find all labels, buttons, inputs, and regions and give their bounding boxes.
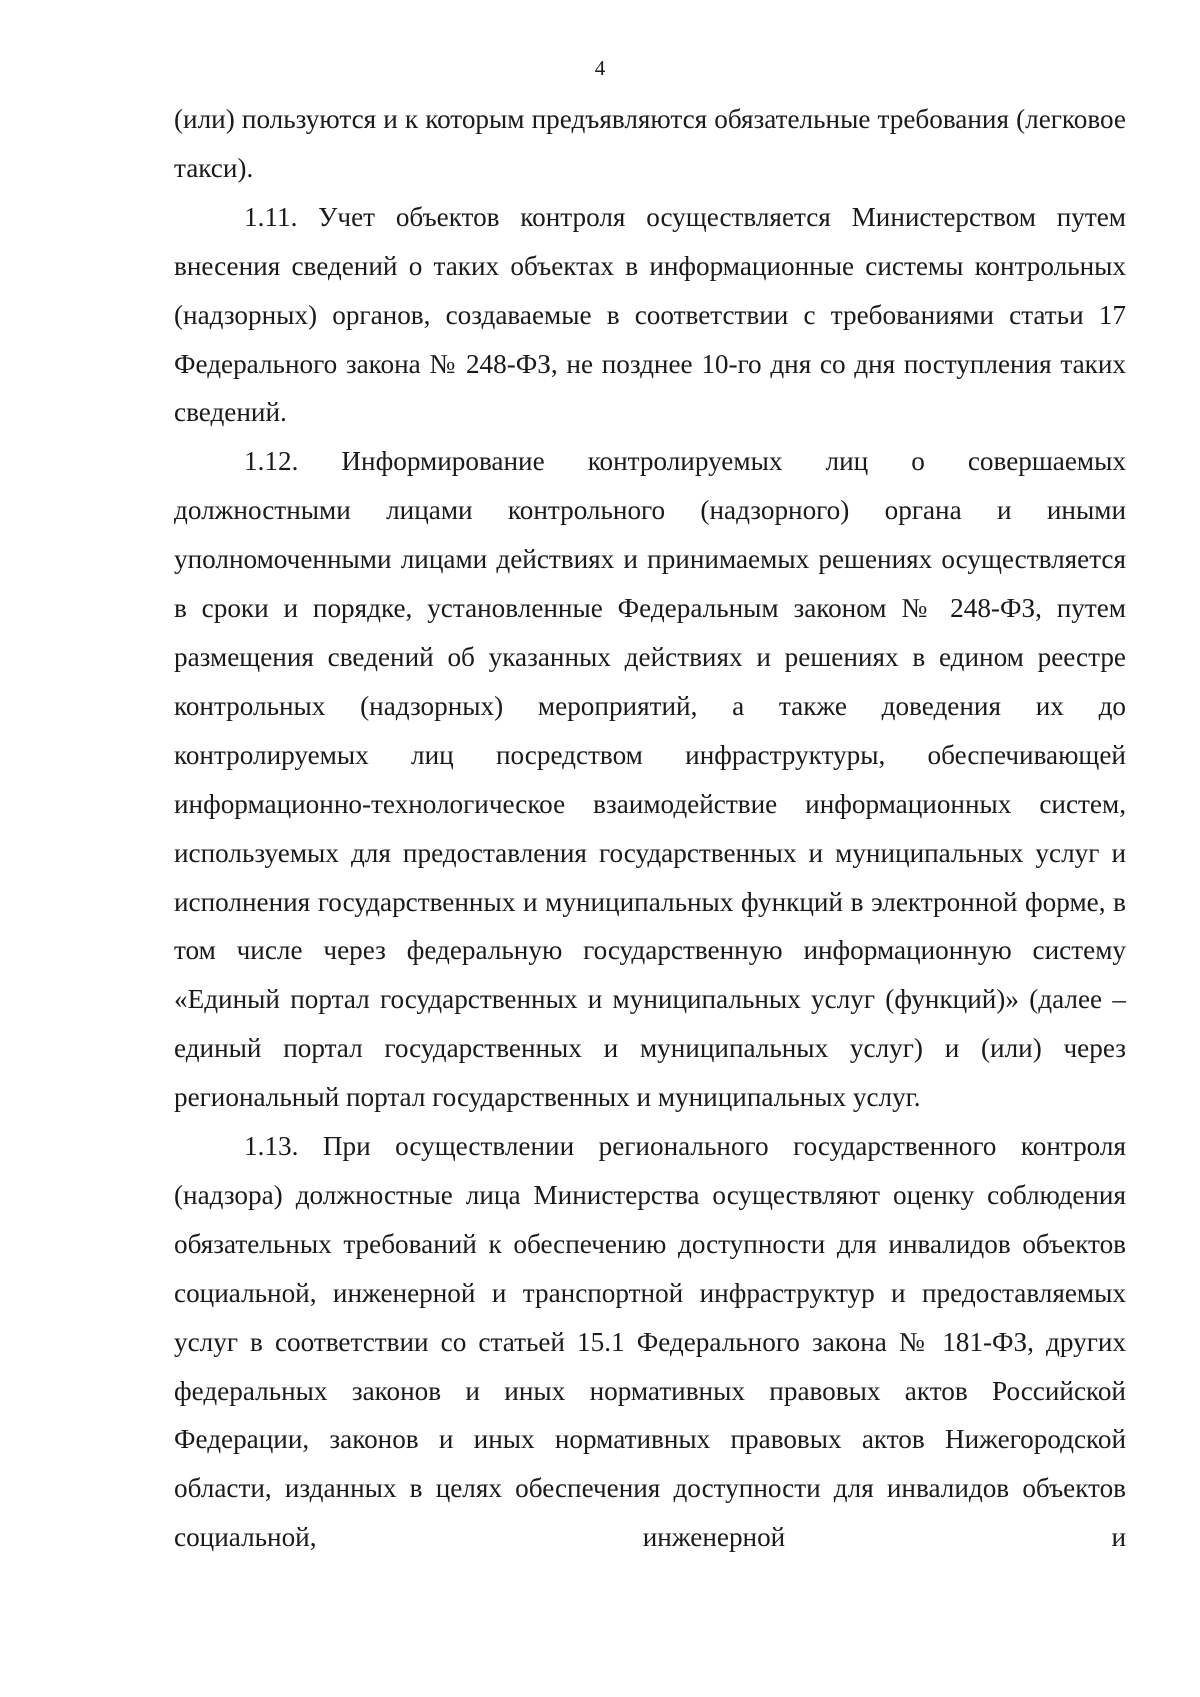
paragraph-1-11: 1.11. Учет объектов контроля осуществляется Министерством путем внесения сведений о таких объектах в информационные системы контрольных (надзорных) органов, создаваемые в соответствии с требованиями статьи 17 Федерального закона № 248-ФЗ, не позднее 10-го дня со дня поступления таких сведений. <box>174 201 1126 428</box>
document-body <box>174 95 1126 1562</box>
page-number: 4 <box>594 56 606 80</box>
paragraph-continuation: (или) пользуются и к которым предъявляются обязательные требования (легковое такси). <box>174 104 1126 183</box>
paragraph-1-12: 1.12. Информирование контролируемых лиц о совершаемых должностными лицами контрольного (надзорного) органа и иными уполномоченными лицами действиях и принимаемых решениях осуществляется в сроки и порядке, установленные Федеральным законом № 248-ФЗ, путем размещения сведений об указанных действиях и решениях в едином реестре контрольных (надзорных) мероприятий, а также доведения их до контролируемых лиц посредством инфраструктуры, обеспечивающей информационно-технологическое взаимодействие информационных систем, используемых для предоставления государственных и муниципальных услуг и исполнения государственных и муниципальных функций в электронной форме, в том числе через федеральную государственную информационную систему «Единый портал государственных и муниципальных услуг (функций)» (далее – единый портал государственных и муниципальных услуг) и (или) через региональный портал государственных и муниципальных услуг. <box>174 446 1126 1113</box>
paragraph-1-13: 1.13. При осуществлении регионального государственного контроля (надзора) должностные лица Министерства осуществляют оценку соблюдения обязательных требований к обеспечению доступности для инвалидов объектов социальной, инженерной и транспортной инфраструктур и предоставляемых услуг в соответствии со статьей 15.1 Федерального закона № 181-ФЗ, других федеральных законов и иных нормативных правовых актов Российской Федерации, законов и иных нормативных правовых актов Нижегородской области, изданных в целях обеспечения доступности для инвалидов объектов социальной, инженерной и <box>174 1131 1126 1553</box>
